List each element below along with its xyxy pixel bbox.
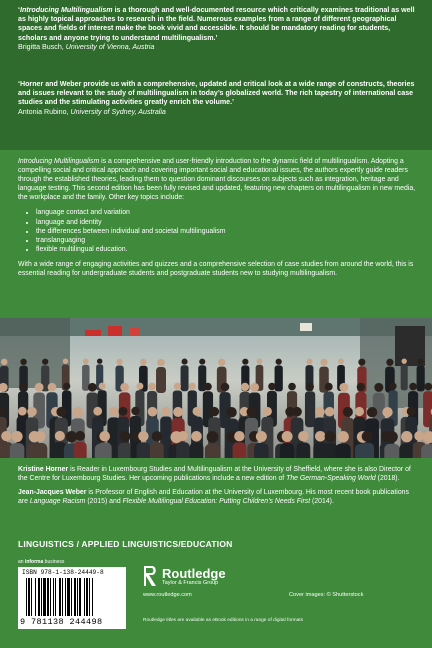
person-head <box>191 431 202 442</box>
topics-list <box>18 208 416 253</box>
person-figure <box>118 443 132 458</box>
barcode-bar <box>67 578 70 616</box>
person-head <box>35 383 44 392</box>
person-figure <box>401 364 408 390</box>
person-head <box>1 359 8 366</box>
quote-affiliation: University of Vienna, Austria <box>65 42 155 51</box>
publisher-name: Routledge <box>162 566 226 581</box>
book-description <box>18 157 416 278</box>
person-figure <box>336 444 351 458</box>
ebook-note: Routledge titles are available as eBook editions in a range of digital formats <box>143 618 303 623</box>
person-head <box>199 359 205 365</box>
quote-text: ‘Horner and Weber provide us with a comprehensive, updated and critical look at a wide range of constructs, theories and issues relevant to the study of multilingualism in today’s globalized world. The rich tapestry of international case studies and the stimulating activities greatly enrich the volume.’ <box>18 80 415 107</box>
person-head <box>12 431 23 442</box>
person-head <box>234 431 244 441</box>
person-figure <box>421 444 432 458</box>
person-head <box>63 359 68 364</box>
person-head <box>418 359 424 365</box>
person-figure <box>205 444 220 458</box>
person-head <box>298 431 309 442</box>
person-head <box>226 407 237 418</box>
barcode-bar <box>92 578 93 616</box>
person-figure <box>399 443 414 458</box>
person-figure <box>417 365 425 391</box>
ean-number: 9 781138 244498 <box>20 617 103 627</box>
person-head <box>242 359 248 365</box>
person-head <box>358 359 365 366</box>
person-head <box>193 407 202 416</box>
person-head <box>18 407 27 416</box>
image-credit: Cover images: © Shutterstock <box>289 592 364 598</box>
barcode-bar <box>84 578 85 616</box>
person-head <box>382 407 392 417</box>
person-head <box>174 383 181 390</box>
person-head <box>97 359 102 364</box>
person-head <box>56 407 66 417</box>
person-head <box>20 359 26 365</box>
person-head <box>288 383 296 391</box>
person-head <box>409 383 417 391</box>
barcode-bar <box>86 578 88 616</box>
barcode-bar <box>26 578 27 616</box>
barcode-bar <box>38 578 40 616</box>
person-figure <box>137 442 151 458</box>
person-head <box>402 358 407 363</box>
endorsement-quote <box>18 80 416 117</box>
person-head <box>306 359 312 365</box>
barcode-bar <box>47 578 49 616</box>
person-figure <box>74 442 87 458</box>
person-head <box>189 383 196 390</box>
person-head <box>131 407 139 415</box>
person-head <box>343 407 353 417</box>
person-figure <box>323 443 338 458</box>
barcode-bar <box>77 578 78 616</box>
person-figure <box>10 443 25 458</box>
quote-author: Brigitta Busch, University of Vienna, Austria <box>18 42 155 51</box>
person-figure <box>384 444 399 458</box>
person-figure <box>150 442 164 458</box>
barcode-bar <box>59 578 61 616</box>
publisher-group: Taylor & Francis Group <box>162 580 219 586</box>
quote-book-title: Introducing Multilingualism <box>19 6 113 14</box>
person-head <box>55 431 65 441</box>
list-item: • translanguaging <box>36 236 416 245</box>
person-head <box>83 359 89 365</box>
person-figure <box>296 442 310 458</box>
person-head <box>218 359 225 366</box>
author-name: Jean-Jacques Weber <box>18 489 87 496</box>
person-head <box>152 431 162 441</box>
person-head <box>315 407 325 417</box>
person-head <box>339 383 348 392</box>
person-head <box>93 407 102 416</box>
person-head <box>424 383 432 391</box>
person-head <box>386 431 398 443</box>
person-head <box>116 359 122 365</box>
person-figure <box>189 443 203 458</box>
isbn-barcode <box>18 567 126 629</box>
description-intro: Introducing Multilingualism is a comprehensive and user-friendly introduction to the dynamic field of multilingualism. Adopting a compelling social and critical approach and covering important social and educational issues, the authors expertly guide readers through the established theories, leading them to question dominant discourses on subjects such as integration, heritage and language testing. This second edition has been fully revised and updated, featuring new chapters on multilingualism in new media, the workplace and the family. Other key topics include: <box>18 158 416 202</box>
barcode-bar <box>89 578 90 616</box>
person-head <box>320 359 327 366</box>
person-head <box>35 431 46 442</box>
person-head <box>282 431 293 442</box>
person-head <box>241 383 249 391</box>
isbn-number: ISBN 978-1-138-24449-8 <box>22 569 104 576</box>
barcode-bar <box>71 578 72 616</box>
person-head <box>306 383 314 391</box>
person-figure <box>98 443 112 458</box>
person-head <box>268 383 276 391</box>
barcode-bar <box>74 578 76 616</box>
person-head <box>75 431 85 441</box>
person-head <box>325 431 336 442</box>
person-head <box>140 359 147 366</box>
person-head <box>119 407 128 416</box>
person-head <box>48 383 57 392</box>
person-head <box>315 431 326 442</box>
barcode-bar <box>55 578 56 616</box>
person-head <box>27 407 37 417</box>
person-head <box>157 359 165 367</box>
person-head <box>247 407 257 417</box>
person-head <box>263 407 272 416</box>
crowd-photo-illustration <box>0 318 432 458</box>
person-head <box>99 431 110 442</box>
person-head <box>276 359 282 365</box>
person-head <box>362 431 373 442</box>
barcode-bar <box>65 578 66 616</box>
person-head <box>407 407 416 416</box>
person-figure <box>181 365 189 391</box>
person-figure <box>275 365 283 391</box>
author-name: Kristine Horner <box>18 466 69 473</box>
person-head <box>63 383 70 390</box>
barcode-bar <box>79 578 81 616</box>
person-figure <box>33 443 47 458</box>
quote-text: ‘Introducing Multilingualism is a thorough and well-documented resource which critically examines traditional as well as highly topical approaches to research in the field. Numerous examples from a range of different geographical spaces and fields of interest make the book vivid and accessible. It should be mandatory reading for students, scholars and anyone trying to understand multilingualism.’ <box>18 6 415 42</box>
person-head <box>292 407 302 417</box>
author-bio: Jean-Jacques Weber is Professor of English and Education at the University of Luxembourg. His most recent book publications are Language Racism (2015) and Flexible Multilingual Education: Putting Children’s Needs First (2014). <box>18 489 409 505</box>
person-head <box>207 431 219 443</box>
person-head <box>19 383 27 391</box>
person-figure <box>254 443 268 458</box>
person-head <box>162 407 171 416</box>
person-figure <box>176 442 189 458</box>
person-head <box>257 359 263 365</box>
quote-author: Antonia Rubino, University of Sydney, Australia <box>18 107 166 116</box>
barcode-bar <box>50 578 51 616</box>
person-head <box>357 383 365 391</box>
person-head <box>120 431 131 442</box>
person-head <box>325 407 335 417</box>
barcode-bar <box>41 578 42 616</box>
person-head <box>256 431 267 442</box>
person-head <box>73 407 83 417</box>
person-head <box>182 359 188 365</box>
person-head <box>109 407 119 417</box>
barcode-icon <box>26 578 118 616</box>
person-head <box>138 431 148 441</box>
person-head <box>210 407 219 416</box>
barcode-bar <box>62 578 63 616</box>
person-head <box>148 407 158 417</box>
person-head <box>120 383 129 392</box>
person-head <box>414 431 424 441</box>
person-head <box>401 431 412 442</box>
person-head <box>1 431 11 441</box>
endorsement-quote <box>18 6 416 52</box>
person-figure <box>280 443 294 458</box>
person-head <box>355 407 364 416</box>
person-head <box>204 383 212 391</box>
person-head <box>221 383 230 392</box>
person-figure <box>360 443 374 458</box>
person-head <box>99 383 106 390</box>
list-item: • flexible multilingual education. <box>36 245 416 254</box>
person-head <box>88 383 97 392</box>
quote-affiliation: University of Sydney, Australia <box>70 107 166 116</box>
list-item: • language and identity <box>36 218 416 227</box>
person-head <box>148 383 156 391</box>
description-closing: With a wide range of engaging activities and quizzes and a comprehensive selection of case studies from around the world, this is essential reading for undergraduate students and postgraduate students new to studying multilingualism. <box>18 260 414 278</box>
list-item: • language contact and variation <box>36 208 416 217</box>
person-figure <box>233 442 247 458</box>
person-head <box>250 383 259 392</box>
crowd-photo <box>0 318 432 458</box>
publisher-url[interactable]: www.routledge.com <box>143 592 192 598</box>
person-head <box>386 359 393 366</box>
barcode-bar <box>53 578 54 616</box>
list-item: • the differences between individual and societal multilingualism <box>36 227 416 236</box>
barcode-bar <box>43 578 46 616</box>
person-head <box>367 407 377 417</box>
person-head <box>173 407 183 417</box>
author-bios <box>18 465 416 511</box>
person-head <box>337 431 348 442</box>
person-figure <box>156 367 166 393</box>
barcode-bar <box>31 578 32 616</box>
person-head <box>42 359 48 365</box>
person-head <box>390 383 397 390</box>
person-head <box>178 431 188 441</box>
barcode-bar <box>28 578 30 616</box>
person-head <box>136 383 143 390</box>
person-head <box>338 359 344 365</box>
author-bio: Kristine Horner is Reader in Luxembourg Studies and Multilingualism at the University of Sheffield, where she is also Director of the Centre for Luxembourg Studies. Her upcoming publications include a new edition of The German-Speaking World (2018). <box>18 466 411 482</box>
informa-tagline: an informa business <box>18 559 65 565</box>
routledge-logo-icon <box>143 565 158 587</box>
person-head <box>325 383 333 391</box>
barcode-bar <box>35 578 36 616</box>
person-head <box>374 383 383 392</box>
subject-category: LINGUISTICS / APPLIED LINGUISTICS/EDUCATION <box>18 539 233 549</box>
